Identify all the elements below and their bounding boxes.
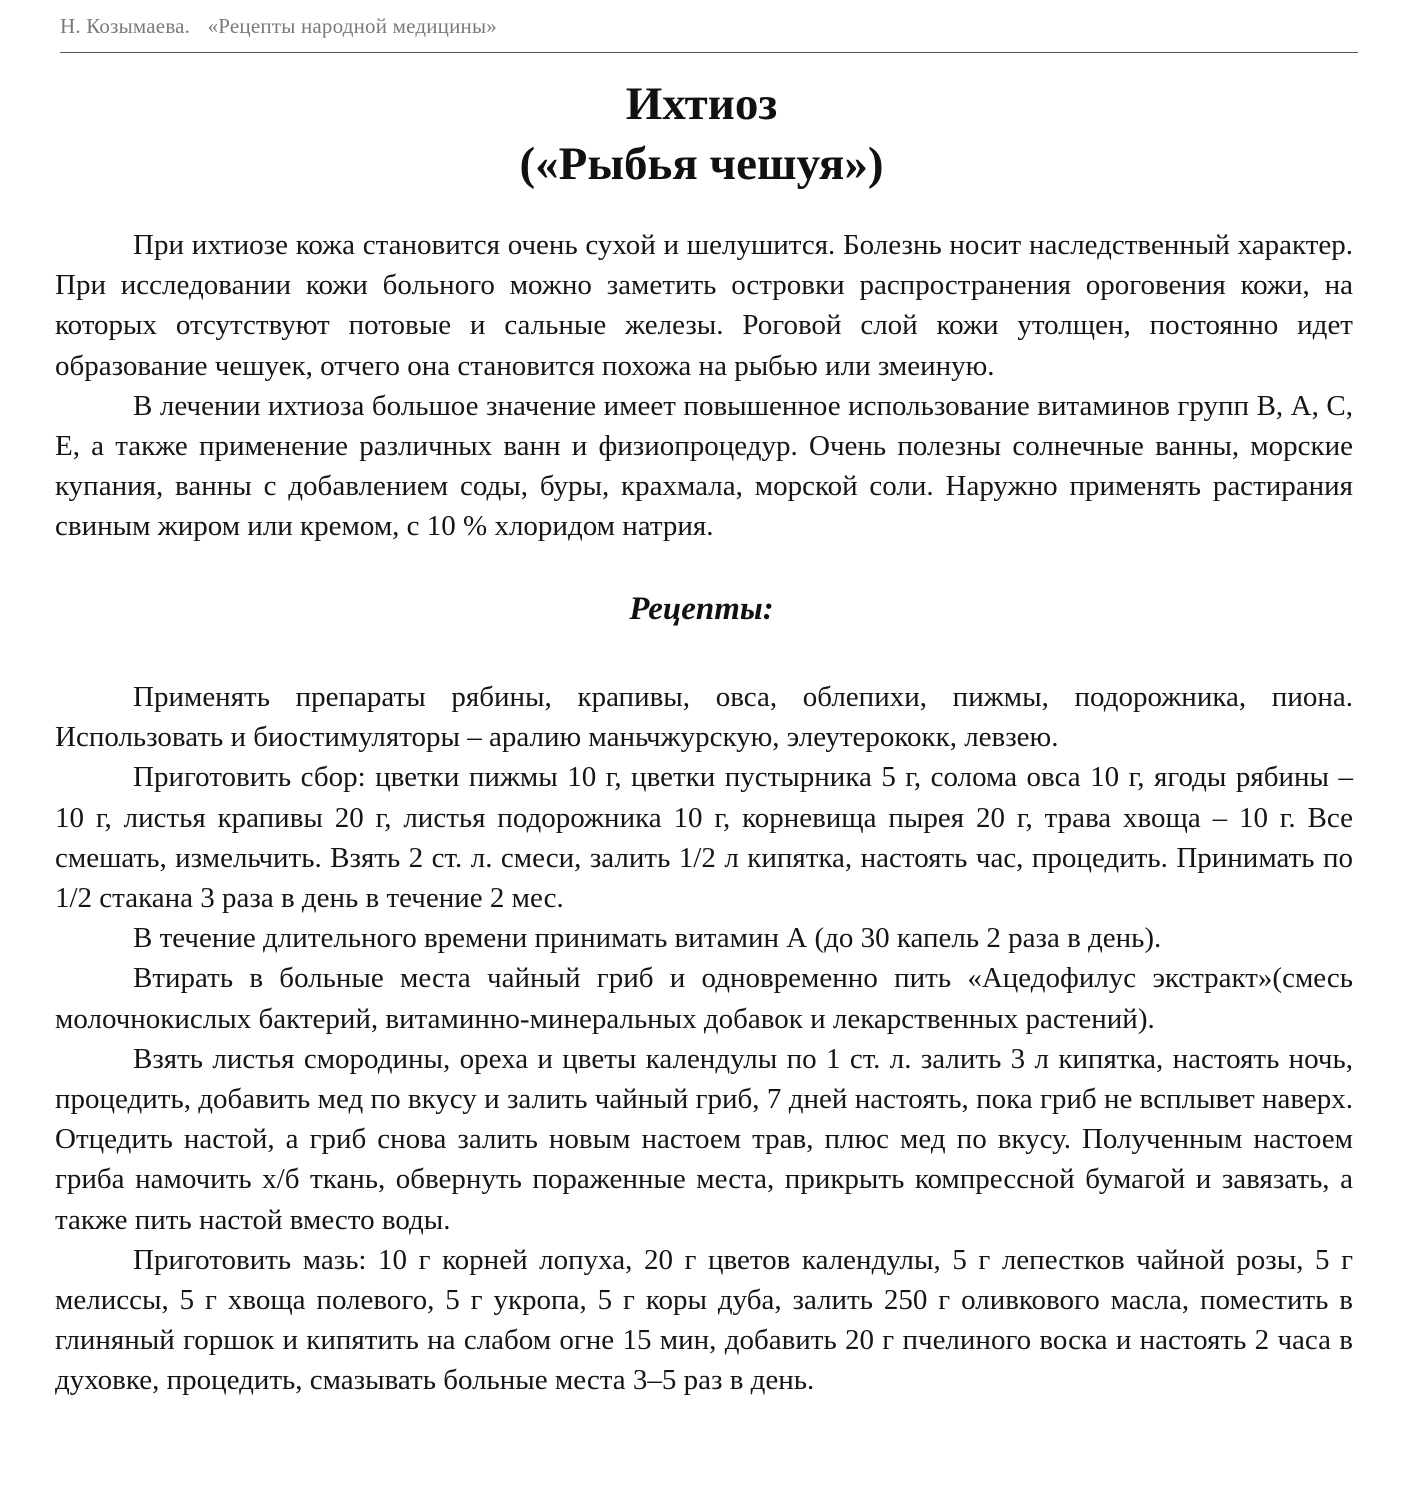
recipe-paragraph-3: В течение длительного времени принимать витамин А (до 30 капель 2 раза в день). xyxy=(133,922,1162,955)
recipe-paragraph-6: Приготовить мазь: 10 г корней лопуха, 20 г цветов календулы, 5 г лепестков чайной розы, 5 г мелиссы, 5 г хвоща полевого, 5 г укропа, 5 г коры дуба, залить 250 г оливкового масла, поместить в глиняный горшок и кипятить на слабом огне 15 мин, добавить 20 г пчелиного воска и настоять 2 часа в духовке, процедить, смазывать больные места 3–5 раз в день. xyxy=(55,1243,1353,1397)
title-line-1: Ихтиоз xyxy=(625,78,778,130)
header-divider xyxy=(60,52,1358,53)
recipes-section xyxy=(55,677,1353,1401)
header-book-title: «Рецепты народной медицины» xyxy=(207,14,497,38)
page-title xyxy=(0,74,1403,194)
recipe-paragraph-4: Втирать в больные места чайный гриб и одновременно пить «Ацедофилус экстракт»(смесь молочнокислых бактерий, витаминно-минеральных добавок и лекарственных растений). xyxy=(55,962,1353,1035)
section-heading-recipes: Рецепты: xyxy=(629,591,774,627)
recipe-paragraph-5: Взять листья смородины, ореха и цветы календулы по 1 ст. л. залить 3 л кипятка, настоять ночь, процедить, добавить мед по вкусу и залить чайный гриб, 7 дней настоять, пока гриб не всплывет наверх. Отцедить настой, а гриб снова залить новым настоем трав, плюс мед по вкусу. Полученным настоем гриба намочить х/б ткань, обвернуть пораженные места, прикрыть компрессной бумагой и завязать, а также пить настой вместо воды. xyxy=(55,1042,1353,1236)
intro-paragraph-1: При ихтиозе кожа становится очень сухой и шелушится. Болезнь носит наследственный характер. При исследовании кожи больного можно заметить островки распространения ороговения кожи, на которых отсутствуют потовые и сальные железы. Роговой слой кожи утолщен, постоянно идет образование чешуек, отчего она становится похожа на рыбью или змеиную. xyxy=(55,229,1353,382)
header-author: Н. Козымаева. xyxy=(60,14,191,38)
intro-paragraph-2: В лечении ихтиоза большое значение имеет повышенное использование витаминов групп В, А, С, Е, а также применение различных ванн и физиопроцедур. Очень полезны солнечные ванны, морские купания, ванны с добавлением соды, буры, крахмала, морской соли. Наружно применять растирания свиным жиром или кремом, с 10 % хлоридом натрия. xyxy=(55,389,1353,543)
running-header xyxy=(60,14,497,39)
intro-section xyxy=(55,225,1353,547)
title-line-2: («Рыбья чешуя») xyxy=(519,138,884,190)
recipe-paragraph-2: Приготовить сбор: цветки пижмы 10 г, цветки пустырника 5 г, солома овса 10 г, ягоды рябины – 10 г, листья крапивы 20 г, листья подорожника 10 г, корневища пырея 20 г, трава хвоща – 10 г. Все смешать, измельчить. Взять 2 ст. л. смеси, залить 1/2 л кипятка, настоять час, процедить. Принимать по 1/2 стакана 3 раза в день в течение 2 мес. xyxy=(55,761,1353,915)
recipe-paragraph-1: Применять препараты рябины, крапивы, овса, облепихи, пижмы, подорожника, пиона. Использовать и биостимуляторы – аралию маньчжурскую, элеутерококк, левзею. xyxy=(55,681,1353,754)
